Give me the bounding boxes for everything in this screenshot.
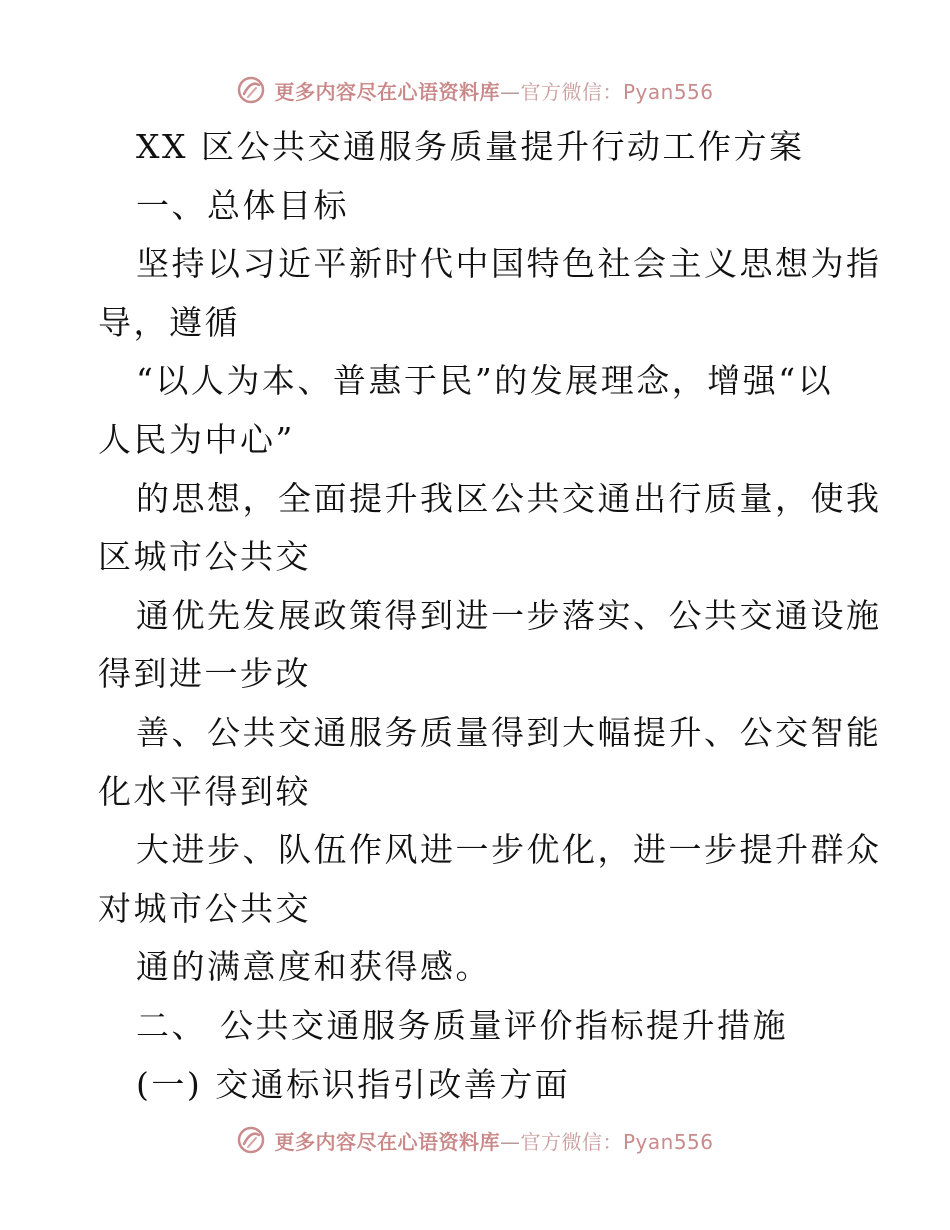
watermark-separator: — — [499, 79, 521, 104]
document-line: 通的满意度和获得感。 — [136, 947, 491, 987]
document-line: 区城市公共交 — [98, 537, 311, 577]
document-line: 人民为中心” — [98, 419, 295, 459]
document-line: 二、 公共交通服务质量评价指标提升措施 — [136, 1005, 788, 1045]
document-line: (一) 交通标识指引改善方面 — [136, 1064, 571, 1104]
watermark-label: 官方微信： — [520, 1129, 623, 1154]
document-line: “以人为本、普惠于民”的发展理念，增强“以 — [136, 361, 834, 401]
watermark-separator: — — [499, 1129, 521, 1154]
document-line: 化水平得到较 — [98, 771, 311, 811]
watermark-label: 官方微信： — [520, 79, 623, 104]
watermark-text — [274, 1126, 713, 1155]
document-body — [98, 118, 882, 1114]
brand-logo-icon — [236, 75, 266, 105]
document-line: 善、公共交通服务质量得到大幅提升、公交智能 — [136, 712, 882, 752]
document-line: 通优先发展政策得到进一步落实、公共交通设施 — [136, 595, 882, 635]
watermark-id: Pyan556 — [622, 1129, 714, 1154]
document-line: 对城市公共交 — [98, 888, 311, 928]
document-title: XX 区公共交通服务质量提升行动工作方案 — [136, 127, 805, 166]
document-line: 大进步、队伍作风进一步优化，进一步提升群众 — [136, 830, 882, 870]
watermark-footer — [0, 1120, 950, 1160]
document-line: 一、总体目标 — [136, 185, 349, 225]
document-line: 导，遵循 — [98, 302, 240, 342]
brand-logo-icon — [236, 1125, 266, 1155]
watermark-main: 更多内容尽在心语资料库 — [274, 79, 500, 104]
document-line: 得到进一步改 — [98, 654, 311, 694]
document-line: 坚持以习近平新时代中国特色社会主义思想为指 — [136, 244, 882, 284]
document-line: 的思想，全面提升我区公共交通出行质量，使我 — [136, 478, 882, 518]
watermark-main: 更多内容尽在心语资料库 — [274, 1129, 500, 1154]
watermark-header — [0, 70, 950, 110]
watermark-text — [274, 76, 713, 105]
watermark-id: Pyan556 — [622, 79, 714, 104]
